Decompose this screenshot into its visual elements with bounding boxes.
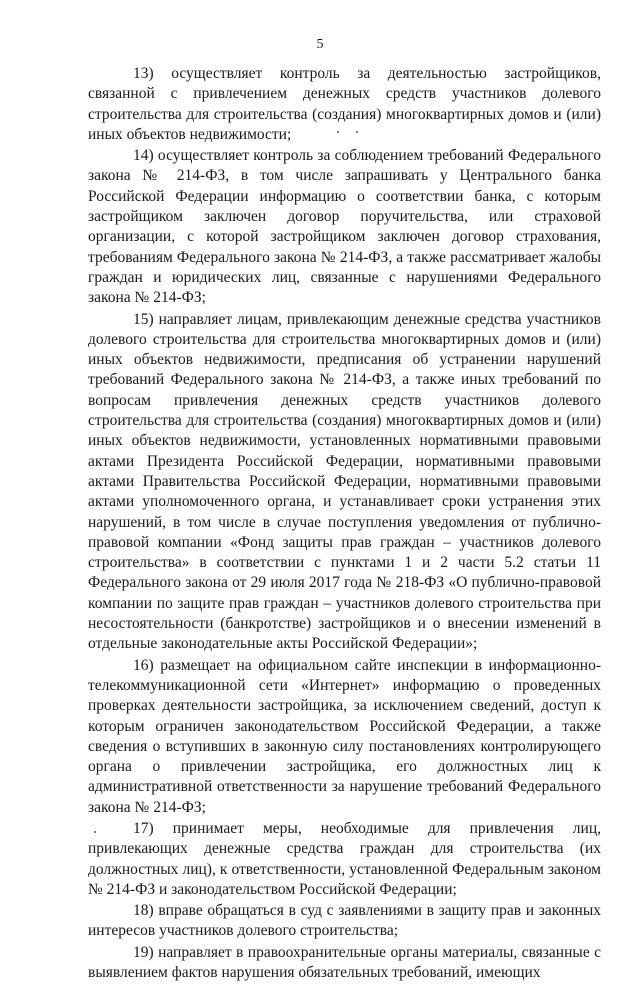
paragraph-16: 16) размещает на официальном сайте инспекции в информационно-телекоммуникационной сети «Интернет» информацию о проведенных проверках деятельности застройщика, за исключением сведений, доступ к которым ограничен законодательством Российской Федерации, а также сведения о вступивших в законную силу постановлениях контролирующего органа о привлечении застройщика, его должностных лиц к административной ответственности за нарушение требований Федерального закона № 214-ФЗ;	[88, 656, 601, 816]
scan-speck	[337, 131, 339, 133]
paragraph-17: 17) принимает меры, необходимые для привлечения лиц, привлекающих денежные средства граждан для строительства (их должностных лиц), к ответственности, установленной Федеральным законом № 214-ФЗ и законодательством Российской Федерации;	[88, 819, 601, 898]
paragraph-19: 19) направляет в правоохранительные органы материалы, связанные с выявлением фактов нарушения обязательных требований, имеющих	[88, 943, 601, 982]
paragraph-13: 13) осуществляет контроль за деятельностью застройщиков, связанной с привлечением денежных средств участников долевого строительства для строительства (создания) многоквартирных домов и (или) иных объектов недвижимости;	[88, 65, 601, 143]
scan-speck	[356, 131, 358, 133]
page-number: 5	[316, 37, 324, 52]
scan-speck	[94, 831, 96, 833]
paragraph-14: 14) осуществляет контроль за соблюдением требований Федерального закона № 214-ФЗ, в том числе запрашивать у Центрального банка Российской Федерации информацию о соответствии банка, с которым застройщиком заключен договор поручительства, или страховой организации, с которой застройщиком заключен договор страхования, требованиям Федерального закона № 214-ФЗ, а также рассматривает жалобы граждан и юридических лиц, связанные с нарушениями Федерального закона № 214-ФЗ;	[88, 147, 601, 307]
document-body	[88, 64, 601, 984]
paragraph-18: 18) вправе обращаться в суд с заявлениями в защиту прав и законных интересов участников долевого строительства;	[88, 902, 601, 940]
paragraph-15: 15) направляет лицам, привлекающим денежные средства участников долевого строительства для строительства многоквартирных домов и (или) иных объектов недвижимости, предписания об устранении нарушений требований Федерального закона № 214-ФЗ, а также иных требований по вопросам привлечения денежных средств участников долевого строительства для строительства (создания) многоквартирных домов и (или) иных объектов недвижимости, установленных нормативными правовыми актами Президента Российской Федерации, нормативными правовыми актами Правительства Российской Федерации, нормативными правовыми актами уполномоченного органа, и устанавливает сроки устранения этих нарушений, в том числе в случае поступления уведомления от публично-правовой компании «Фонд защиты прав граждан – участников долевого строительства» в соответствии с пунктами 1 и 2 части 5.2 статьи 11 Федерального закона от 29 июля 2017 года № 218-ФЗ «О публично-правовой компании по защите прав граждан – участников долевого строительства при несостоятельности (банкротстве) застройщиков и о внесении изменений в отдельные законодательные акты Российской Федерации»;	[88, 310, 601, 653]
